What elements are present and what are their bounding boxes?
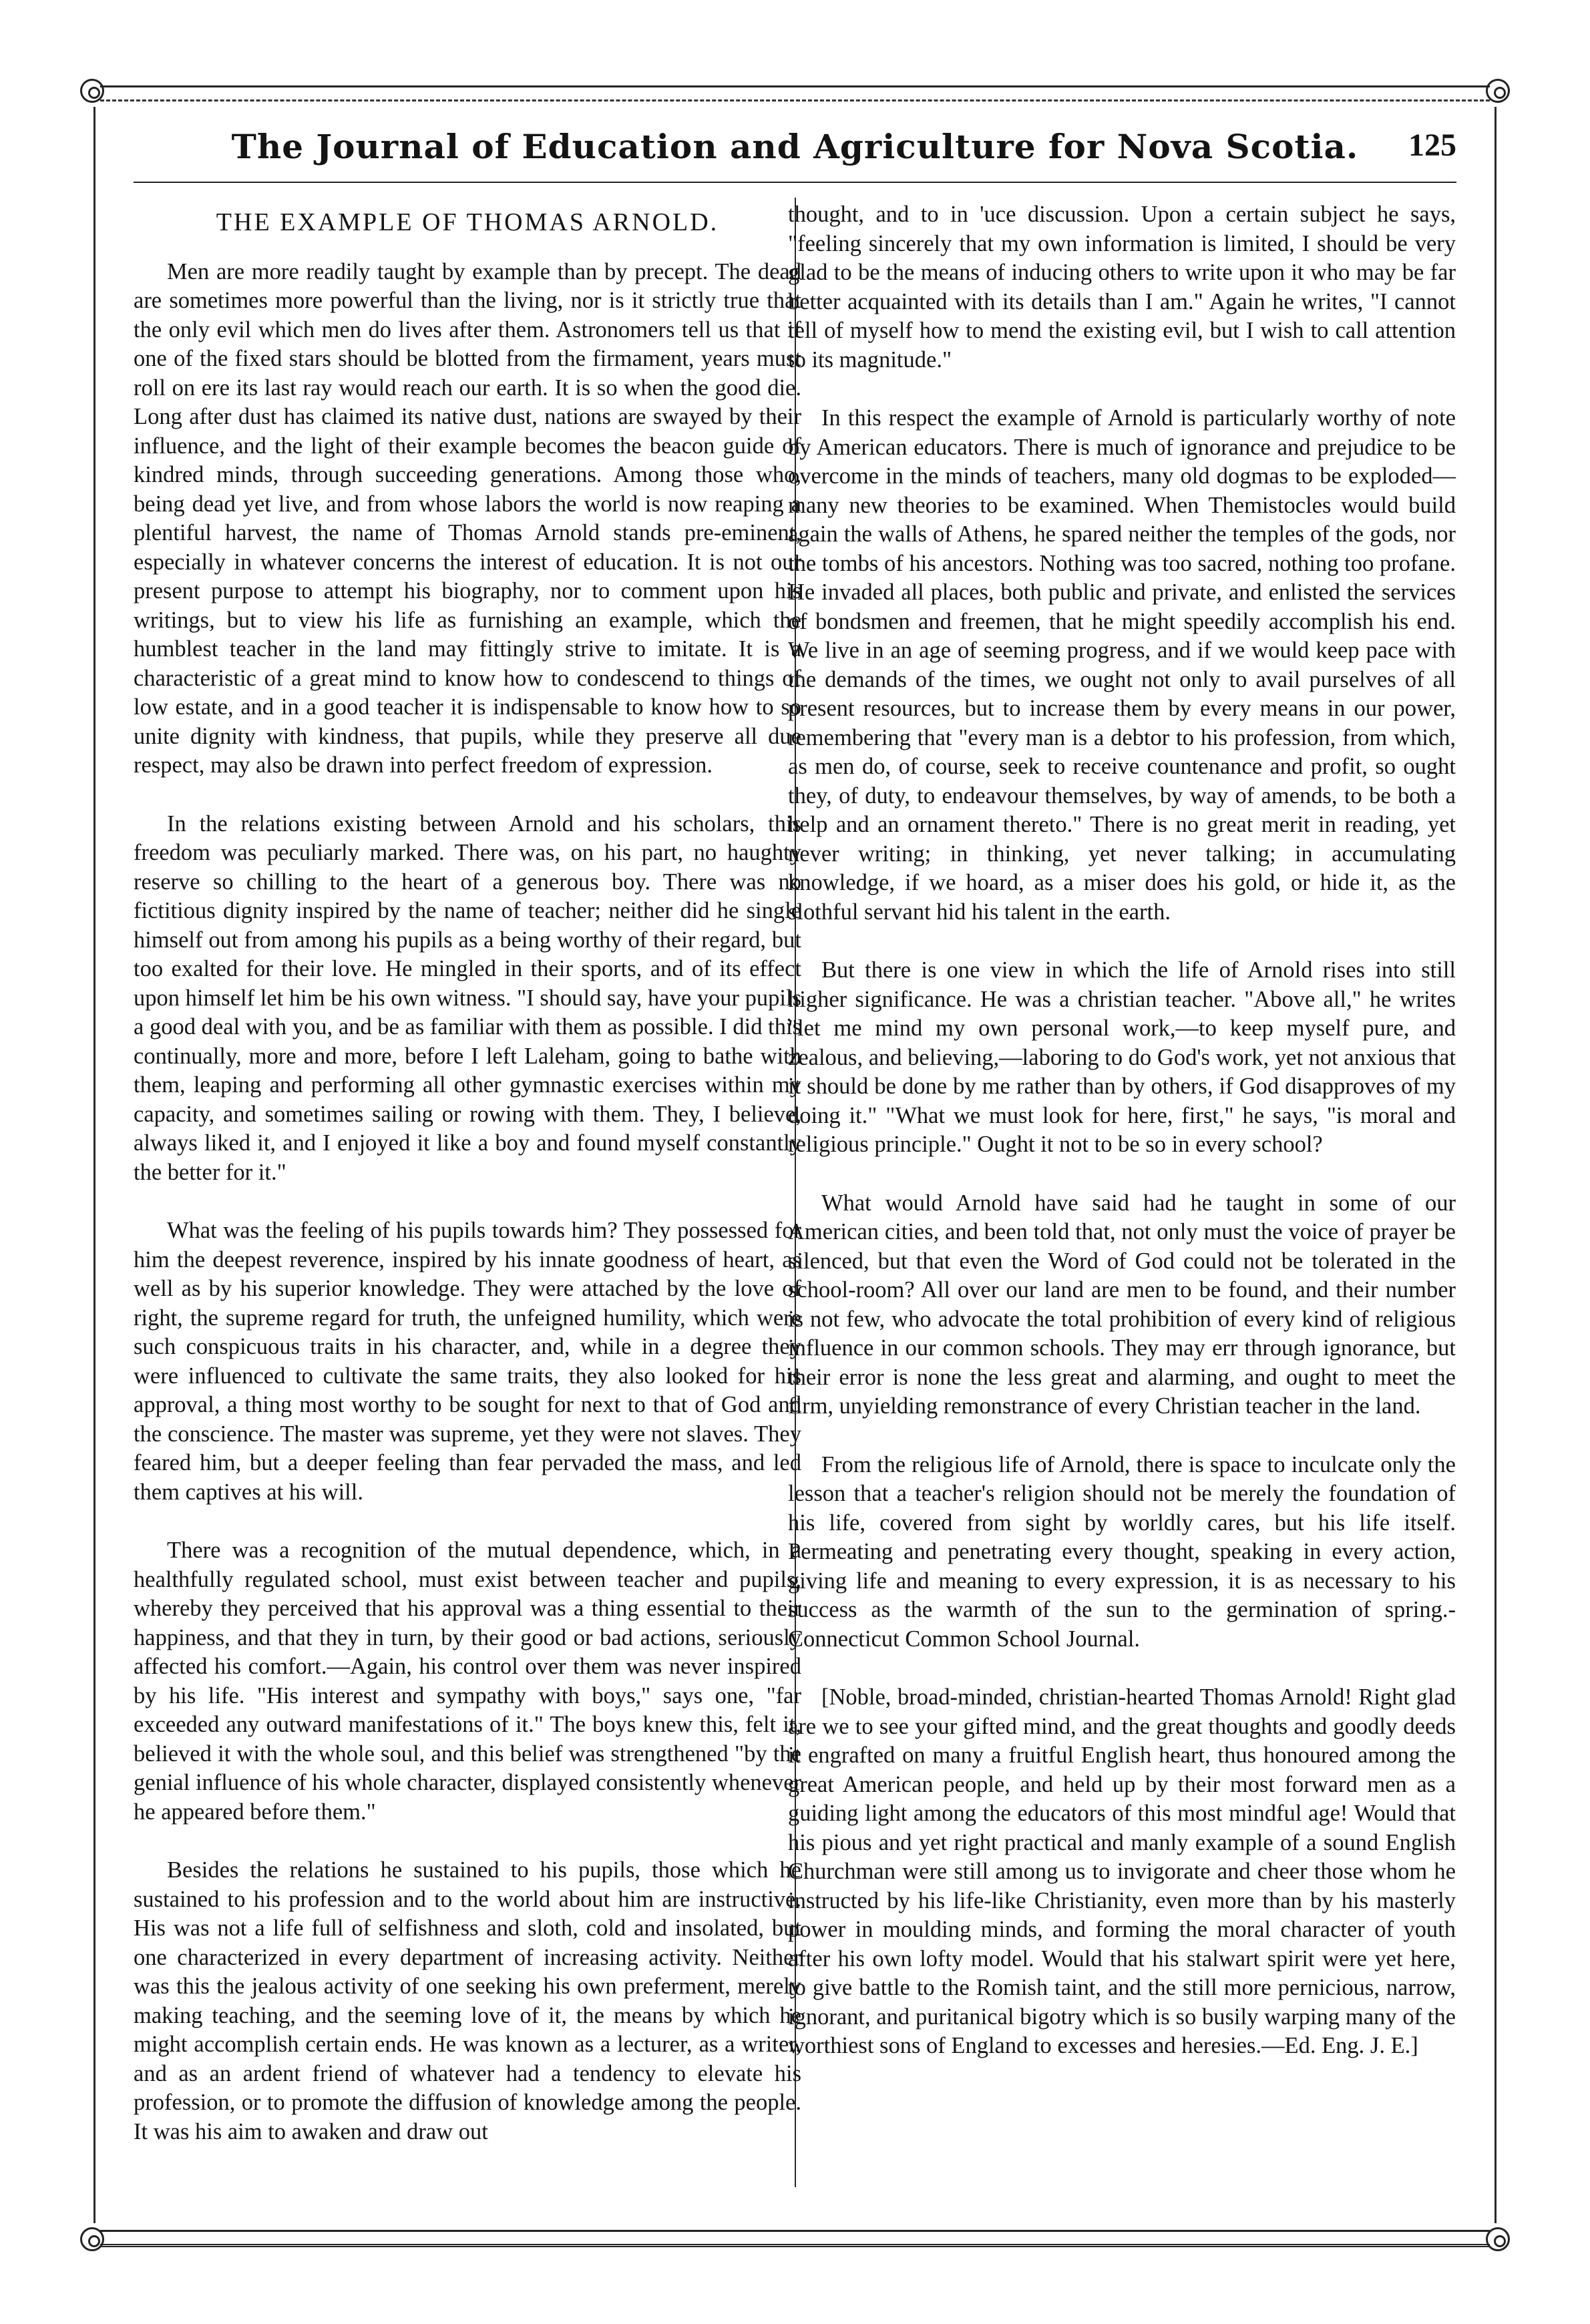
- right-column: [788, 200, 1456, 2090]
- paragraph: From the religious life of Arnold, there is space to inculcate only the lesson that a teacher's religion should not be merely the foundation of his life, covered from sight by worldly cares, but his life itself. Permeating and penetrating every thought, speaking in every action, giving life and meaning to every expression, it is as necessary to his success as the warmth of the sun to the germination of spring.- Connecticut Common School Journal.: [788, 1451, 1456, 1652]
- paragraph: In the relations existing between Arnold and his scholars, this freedom was peculiarly marked. There was, on his part, no haughty reserve so chilling to the heart of a generous boy. There was no fictitious dignity inspired by the name of teacher; neither did he single himself out from among his pupils as a being worthy of their regard, but too exalted for their love. He mingled in their sports, and of its effect upon himself let him be his own witness. "I should say, have your pupils a good deal with you, and be as familiar with them as possible. I did this continually, more and more, before I left Laleham, going to bathe with them, leaping and performing all other gymnastic exercises within my capacity, and sometimes sailing or rowing with them. They, I believe, always liked it, and I enjoyed it like a boy and found myself constantly the better for it.": [134, 810, 801, 1185]
- paragraph: Men are more readily taught by example than by precept. The dead are sometimes more powerful than the living, nor is it strictly true that the only evil which men do lives after them. Astronomers tell us that if one of the fixed stars should be blotted from the firmament, years must roll on ere its last ray would reach our earth. It is so when the good die. Long after dust has claimed its native dust, nations are swayed by their influence, and the light of their example becomes the beacon guide of kindred minds, through succeeding generations. Among those who, being dead yet live, and from whose labors the world is now reaping a plentiful harvest, the name of Thomas Arnold stands pre-eminent, especially in whatever concerns the interest of education. It is not our present purpose to attempt his biography, nor to comment upon his writings, but to view his life as furnishing an example, which the humblest teacher in the land may fittingly strive to imitate. It is a characteristic of a great mind to know how to condescend to things of low estate, and in a good teacher it is indispensable to know how to so unite dignity with kindness, that pupils, while they preserve all due respect, may also be drawn into perfect freedom of expression.: [134, 258, 801, 778]
- paragraph: There was a recognition of the mutual dependence, which, in a healthfully regulated school, must exist between teacher and pupils, whereby they perceived that his approval was a thing essential to their happiness, and that they in turn, by their good or bad actions, seriously affected his comfort.—Again, his control over them was never inspired by his life. "His interest and sympathy with boys," says one, "far exceeded any outward manifestations of it." The boys knew this, felt it, believed it with the whole soul, and this belief was strengthened "by the genial influence of his whole character, displayed consistently whenever he appeared before them.": [134, 1538, 801, 1825]
- corner-ornament-bottom-left: [80, 2227, 104, 2251]
- editor-note: [Noble, broad-minded, christian-hearted Thomas Arnold! Right glad are we to see your gifted mind, and the great thoughts and goodly deeds it engrafted on many a fruitful English heart, thus honoured among the great American people, and held up by their most forward men as a guiding light among the educators of this most mindful age! Would that his pious and yet right practical and manly example of a sound English Churchman were still among us to invigorate and cheer those whom he instructed by his life-like Christianity, even more than by his masterly power in moulding minds, and forming the moral character of youth after his own lofty model. Would that his stalwart spirit were yet here, to give battle to the Romish taint, and the still more pernicious, narrow, ignorant, and puritanical bigotry which is so busily warping many of the worthiest sons of England to excesses and heresies.—Ed. Eng. J. E.]: [788, 1684, 1456, 2058]
- paragraph: What was the feeling of his pupils towards him? They possessed for him the deepest reverence, inspired by his innate goodness of heart, as well as by his superior knowledge. They were attached by the love of right, the supreme regard for truth, the unfeigned humility, which were such conspicuous traits in his character, and, while in a degree they were influenced to cultivate the same traits, they also looked for his approval, a thing most worthy to be sought for next to that of God and the conscience. The master was supreme, yet they were not slaves. They feared him, but a deeper feeling than fear pervaded the mass, and led them captives at his will.: [134, 1218, 801, 1505]
- paragraph: In this respect the example of Arnold is particularly worthy of note by American educators. There is much of ignorance and prejudice to be overcome in the minds of teachers, many old dogmas to be exploded—many new theories to be examined. When Themistocles would build again the walls of Athens, he spared neither the temples of the gods, nor the tombs of his ancestors. Nothing was too sacred, nothing too profane. He invaded all places, both public and private, and enlisted the services of bondsmen and freemen, that he might speedily accomplish his end. We live in an age of seeming progress, and if we would keep pace with the demands of the times, we ought not only to avail purselves of all present resources, but to increase them by every means in our power, remembering that "every man is a debtor to his profession, from which, as men do, of course, seek to receive countenance and profit, so ought they, of duty, to endeavour themselves, by way of amends, to be both a help and an ornament thereto." There is no great merit in reading, yet never writing; in thinking, yet never talking; in accumulating knowledge, if we hoard, as a miser does his gold, or hide it, as the slothful servant hid his talent in the earth.: [788, 405, 1456, 925]
- corner-ornament-top-left: [80, 79, 104, 103]
- header-rule: [134, 182, 1456, 183]
- left-border-rule: [93, 107, 95, 2223]
- article-title: THE EXAMPLE OF THOMAS ARNOLD.: [216, 208, 719, 236]
- top-ornamental-rule: [100, 85, 1490, 101]
- paragraph: What would Arnold have said had he taught in some of our American cities, and been told that, not only must the voice of prayer be silenced, but that even the Word of God could not be tolerated in the school-room? All over our land are men to be found, and their number is not few, who advocate the total prohibition of every kind of religious influence in our common schools. They may err through ignorance, but their error is none the less great and alarming, and ought to meet the firm, unyielding remonstrance of every Christian teacher in the land.: [788, 1190, 1456, 1419]
- corner-ornament-top-right: [1486, 79, 1510, 103]
- bottom-ornamental-rule: [100, 2230, 1490, 2247]
- right-border-rule: [1495, 107, 1497, 2223]
- corner-ornament-bottom-right: [1486, 2227, 1510, 2251]
- page-number: 125: [1408, 128, 1456, 163]
- journal-title: The Journal of Education and Agriculture for Nova Scotia.: [231, 127, 1359, 166]
- paragraph: But there is one view in which the life of Arnold rises into still higher significance. He was a christian teacher. "Above all," he writes "let me mind my own personal work,—to keep myself pure, and zealous, and believing,—laboring to do God's work, yet not anxious that it should be done by me rather than by others, if God disapproves of my doing it." "What we must look for here, first," he says, "is moral and religious principle." Ought it not to be so in every school?: [788, 957, 1456, 1157]
- running-header: [134, 120, 1456, 180]
- left-column: [134, 200, 801, 2176]
- paragraph: Besides the relations he sustained to his pupils, those which he sustained to his profession and to the world about him are instructive. His was not a life full of selfishness and sloth, cold and insolated, but one characterized in every department of increasing activity. Neither was this the jealous activity of one seeking his own preferment, merely making teaching, and the seeming love of it, the means by which he might accomplish certain ends. He was known as a lecturer, as a writer, and as an ardent friend of whatever had a tendency to elevate his profession, or to promote the diffusion of knowledge among the people. It was his aim to awaken and draw out: [134, 1857, 801, 2144]
- paragraph-continued: thought, and to in 'uce discussion. Upon a certain subject he says, "feeling sincerely that my own information is limited, I should be very glad to be the means of inducing others to write upon it who may be far better acquainted with its details than I am." Again he writes, "I cannot tell of myself how to mend the existing evil, but I wish to call attention to its magnitude.": [788, 202, 1456, 373]
